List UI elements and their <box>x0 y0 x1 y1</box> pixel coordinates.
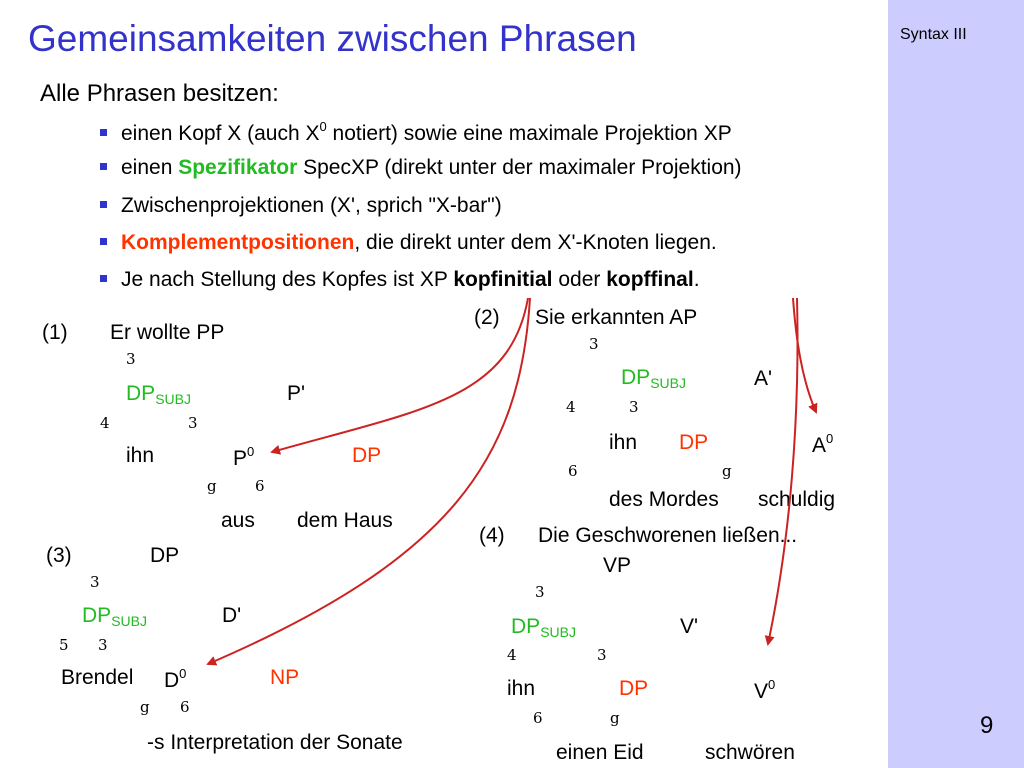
ex4-v0: $V^0$ <box>754 677 776 703</box>
ex4-ihn: ihn <box>507 677 536 700</box>
highlight-komplementpositionen: Komplementpositionen <box>121 231 355 254</box>
ex1-sentence: Er wollte PP <box>110 321 225 344</box>
bold-kopfinitial: kopfinitial <box>453 268 553 291</box>
bullet-1 <box>100 119 732 146</box>
ex2-mark-branch: 3 <box>629 398 639 416</box>
ex2-mark-single: g <box>722 462 732 480</box>
ex4-mark-single: g <box>610 709 620 727</box>
ex4-vp: VP <box>603 554 632 577</box>
bullet-text: notiert) sowie eine maximale Projektion XP <box>326 122 732 145</box>
section-label: Syntax III <box>900 26 967 43</box>
ex2-a0: $A^0$ <box>812 431 834 457</box>
ex2-des-mordes: des Mordes <box>609 488 719 511</box>
ex2-number: (2) <box>474 306 500 329</box>
ex3-d-bar: D' <box>222 604 242 627</box>
ex4-sentence: Die Geschworenen ließen... <box>538 524 798 547</box>
ex4-mark-branch: 3 <box>597 646 607 664</box>
bullet-text: einen <box>121 156 179 179</box>
ex4-mark-right: 6 <box>533 709 543 727</box>
page-number: 9 <box>980 712 994 739</box>
arrow-to-v0 <box>768 298 798 644</box>
bullet-marker <box>100 129 107 136</box>
bullet-5 <box>100 268 700 292</box>
ex3-np-complement: NP <box>270 666 300 689</box>
ex1-mark-single: g <box>207 477 217 495</box>
bullet-text: oder <box>552 268 607 291</box>
bullet-text: , die direkt unter dem X'-Knoten liegen. <box>354 231 717 254</box>
sidebar-panel <box>888 0 1024 768</box>
bullet-marker <box>100 238 107 245</box>
ex1-mark-right: 6 <box>255 477 265 495</box>
ex2-dp-complement: DP <box>679 431 709 454</box>
ex1-dp-subj: $DP_{SUBJ}$ <box>126 382 191 407</box>
ex2-a-bar: A' <box>754 367 773 390</box>
ex4-dp-complement: DP <box>619 677 649 700</box>
ex4-branch-mark: 3 <box>535 583 545 601</box>
bullet-marker <box>100 201 107 208</box>
ex2-sentence: Sie erkannten AP <box>535 306 698 329</box>
superscript: 0 <box>319 119 327 134</box>
ex3-brendel: Brendel <box>61 666 134 689</box>
ex1-dem-haus: dem Haus <box>297 509 393 532</box>
arrow-to-a0 <box>793 298 816 412</box>
bullet-3 <box>100 194 502 218</box>
bullet-text: Zwischenprojektionen (X', sprich "X-bar") <box>121 194 502 217</box>
ex1-aus: aus <box>221 509 255 532</box>
bullet-text: . <box>693 268 700 291</box>
ex3-top-dp: DP <box>150 544 180 567</box>
ex3-branch-mark: 3 <box>90 573 100 591</box>
ex3-mark-single: g <box>140 698 150 716</box>
ex1-p-bar: P' <box>287 382 306 405</box>
intro-text: Alle Phrasen besitzen: <box>40 80 279 107</box>
ex3-d0: $D^0$ <box>164 666 187 692</box>
bold-kopffinal: kopffinal <box>606 268 694 291</box>
bullet-marker <box>100 275 107 282</box>
ex3-number: (3) <box>46 544 72 567</box>
ex4-mark-left: 4 <box>507 646 517 664</box>
ex1-number: (1) <box>42 321 68 344</box>
ex2-mark-right: 6 <box>568 462 578 480</box>
ex4-dp-subj: $DP_{SUBJ}$ <box>511 615 576 640</box>
highlight-spezifikator: Spezifikator <box>178 156 298 179</box>
bullet-text: SpecXP (direkt unter der maximaler Projektion) <box>297 156 742 179</box>
ex4-einen-eid: einen Eid <box>556 741 644 764</box>
ex3-dp-subj: $DP_{SUBJ}$ <box>82 604 147 629</box>
ex1-ihn: ihn <box>126 444 155 467</box>
ex4-schwoeren: schwören <box>705 741 795 764</box>
bullet-text: Je nach Stellung des Kopfes ist XP <box>121 268 454 291</box>
ex4-number: (4) <box>479 524 505 547</box>
bullet-2 <box>100 156 742 180</box>
ex2-dp-subj: $DP_{SUBJ}$ <box>621 366 686 391</box>
ex2-mark-left: 4 <box>566 398 576 416</box>
ex2-branch-mark: 3 <box>589 335 599 353</box>
ex3-mark-right: 6 <box>180 698 190 716</box>
ex2-ihn: ihn <box>609 431 638 454</box>
ex1-dp-complement: DP <box>352 444 382 467</box>
ex3-mark-branch: 3 <box>98 636 108 654</box>
ex1-mark-left: 4 <box>100 414 110 432</box>
bullet-marker <box>100 163 107 170</box>
ex1-branch-mark: 3 <box>126 350 136 368</box>
ex1-p0: $P^0$ <box>233 444 255 470</box>
ex1-mark-branch: 3 <box>188 414 198 432</box>
ex4-v-bar: V' <box>680 615 699 638</box>
ex3-mark-both: 5 <box>59 636 69 654</box>
bullet-text: einen Kopf X (auch X <box>121 122 320 145</box>
slide-title: Gemeinsamkeiten zwischen Phrasen <box>28 18 637 59</box>
ex2-schuldig: schuldig <box>758 488 836 511</box>
ex3-interpretation: -s Interpretation der Sonate <box>147 731 403 754</box>
bullet-4 <box>100 231 717 255</box>
